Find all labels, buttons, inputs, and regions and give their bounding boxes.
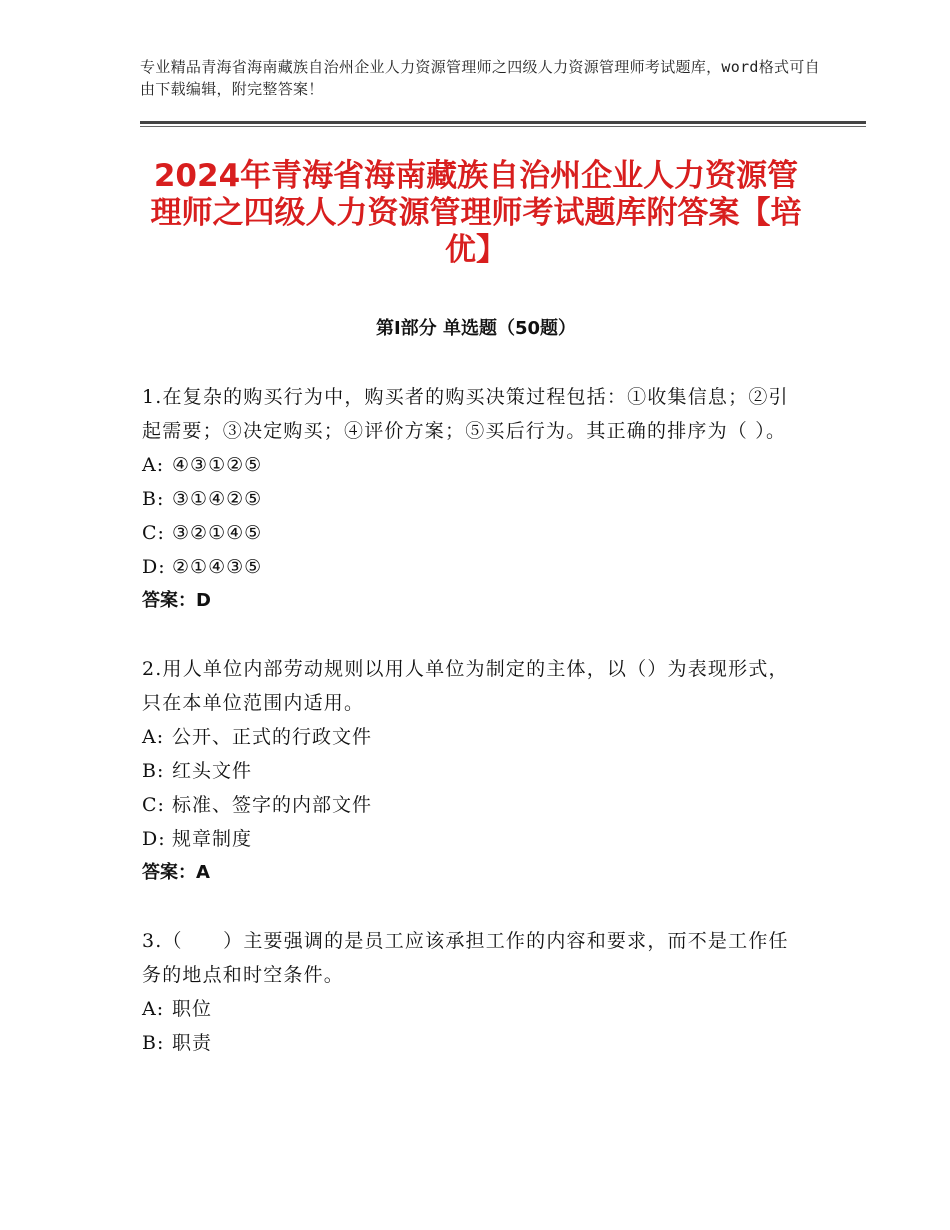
header-rule-thin xyxy=(140,126,866,127)
option-text: 职位 xyxy=(172,998,213,1020)
question-stem: 1.在复杂的购买行为中，购买者的购买决策过程包括：①收集信息；②引起需要；③决定购买；④评价方案；⑤买后行为。其正确的排序为（ ）。 xyxy=(142,386,789,442)
option-text: 规章制度 xyxy=(172,828,253,850)
question-stem: 3.（ ）主要强调的是员工应该承担工作的内容和要求，而不是工作任务的地点和时空条件。 xyxy=(142,930,789,986)
option-text: ②①④③⑤ xyxy=(172,556,263,578)
option-d xyxy=(142,822,802,856)
option-letter: C: xyxy=(142,522,165,544)
question-1 xyxy=(142,380,802,618)
header-note: 专业精品青海省海南藏族自治州企业人力资源管理师之四级人力资源管理师考试题库，word格式可自由下载编辑，附完整答案！ xyxy=(140,58,820,98)
option-text: 红头文件 xyxy=(172,760,253,782)
answer-line: 答案：A xyxy=(142,862,210,883)
answer-line: 答案：D xyxy=(142,590,211,611)
option-b xyxy=(142,482,802,516)
option-letter: D: xyxy=(142,828,166,850)
section-title: 第Ⅰ部分 单选题（50题） xyxy=(375,318,576,339)
question-2 xyxy=(142,652,802,890)
option-text: ④③①②⑤ xyxy=(172,454,263,476)
option-text: 公开、正式的行政文件 xyxy=(172,726,373,748)
option-letter: C: xyxy=(142,794,165,816)
option-text: ③①④②⑤ xyxy=(172,488,263,510)
option-letter: B: xyxy=(142,760,165,782)
option-letter: D: xyxy=(142,556,166,578)
option-letter: B: xyxy=(142,1032,165,1054)
option-letter: A: xyxy=(142,998,165,1020)
question-stem: 2.用人单位内部劳动规则以用人单位为制定的主体，以（）为表现形式，只在本单位范围内适用。 xyxy=(142,658,789,714)
question-list xyxy=(142,380,802,1094)
document-title: 2024年青海省海南藏族自治州企业人力资源管理师之四级人力资源管理师考试题库附答案【培优】 xyxy=(150,158,802,268)
header-rule-thick xyxy=(140,121,866,124)
option-a xyxy=(142,992,802,1026)
option-a xyxy=(142,720,802,754)
question-3 xyxy=(142,924,802,1060)
option-d xyxy=(142,550,802,584)
option-letter: A: xyxy=(142,726,165,748)
option-text: ③②①④⑤ xyxy=(172,522,263,544)
option-text: 标准、签字的内部文件 xyxy=(172,794,373,816)
option-b xyxy=(142,754,802,788)
option-letter: A: xyxy=(142,454,165,476)
option-c xyxy=(142,788,802,822)
option-b xyxy=(142,1026,802,1060)
option-letter: B: xyxy=(142,488,165,510)
option-text: 职责 xyxy=(172,1032,213,1054)
option-a xyxy=(142,448,802,482)
option-c xyxy=(142,516,802,550)
